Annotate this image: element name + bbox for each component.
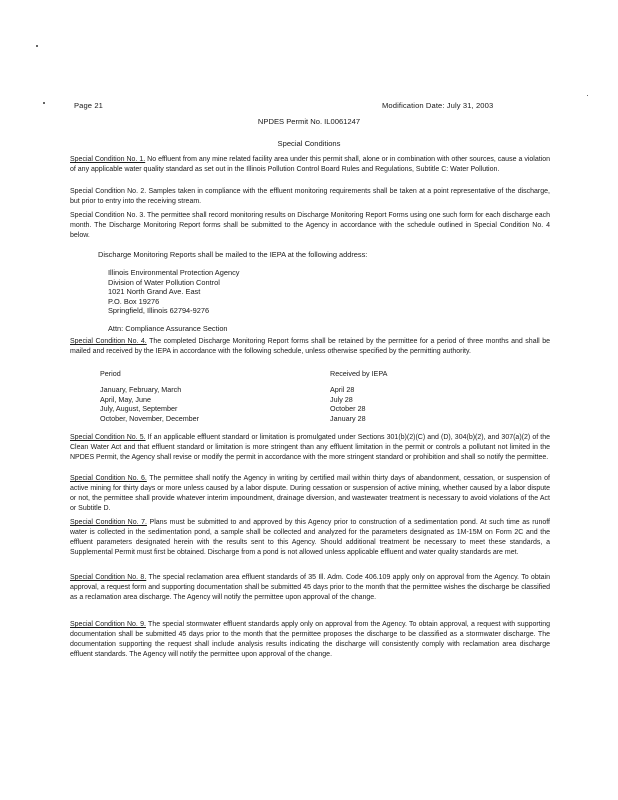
column-header-received: Received by IEPA [330,369,388,378]
period-cell: April, May, June [100,394,151,404]
special-condition-4 [70,337,550,357]
reporting-schedule-table [100,369,460,423]
condition-label: Special Condition No. 9. [70,621,146,628]
table-row [100,414,460,424]
condition-text: The permittee shall record monitoring results on Discharge Monitoring Report Forms using one such form for each discharge each month. The Discharge Monitoring Report forms shall be submitted to the Agency in accordance with the schedule outlined in Special Condition No. 4 below. [70,212,550,239]
period-cell: January, February, March [100,385,182,394]
page-number: Page 21 [74,101,103,110]
table-row [100,385,460,395]
condition-text: Samples taken in compliance with the effluent monitoring requirements shall be taken at a point representative of the discharge, but prior to entry into the receiving stream. [70,188,550,205]
special-condition-3 [70,211,550,241]
mailing-address [108,268,239,316]
condition-label: Special Condition No. 1. [70,156,146,163]
condition-label: Special Condition No. 7. [70,519,147,526]
special-condition-9 [70,620,550,660]
received-cell: April 28 [330,385,355,394]
condition-text: Plans must be submitted to and approved by this Agency prior to construction of a sedimentation pond. At such time as runoff water is collected in the sedimentation pond, a sample shall be collected and analyzed for the parameters designated as 1M-15M on Form 2C and the effluent parameters designated herein with the results sent to this Agency. Should additional treatment be necessary to meet these standards, a Supplemental Permit must first be obtained. Discharge from a pond is not allowed unless applicable effluent and water quality standards are met. [70,519,550,556]
scan-speck [43,102,45,104]
condition-label: Special Condition No. 4. [70,338,147,345]
modification-date: Modification Date: July 31, 2003 [382,101,494,110]
address-line: Division of Water Pollution Control [108,277,220,287]
condition-label: Special Condition No. 6. [70,475,147,482]
condition-text: If an applicable effluent standard or limitation is promulgated under Sections 301(b)(2)(C) and (D), 304(b)(2), and 307(a)(2) of the Clean Water Act and that effluent standard or limitation is more stringent than any effluent limitation in the permit or controls a pollutant not limited in the NPDES Permit, the Agency shall revise or modify the permit in accordance with the more stringent standard or prohibition and shall so notify the permittee. [70,434,550,461]
special-condition-7 [70,518,550,558]
period-cell: October, November, December [100,413,200,423]
condition-text: The completed Discharge Monitoring Report forms shall be retained by the permittee for a period of three months and shall be mailed and received by the IEPA in accordance with the following schedule, unless otherwise specified by the permitting authority. [70,338,550,355]
special-condition-6 [70,474,550,514]
permit-number: NPDES Permit No. IL0061247 [257,117,361,126]
attention-line: Attn: Compliance Assurance Section [108,324,228,333]
address-line: Springfield, Illinois 62794-9276 [108,306,210,316]
received-cell: October 28 [330,404,366,414]
table-row [100,404,460,414]
received-cell: July 28 [330,394,353,404]
special-condition-2 [70,187,550,207]
condition-text: The permittee shall notify the Agency in writing by certified mail within thirty days of abandonment, cessation, or suspension of active mining for thirty days or more unless caused by a labor dispute. During cessation or suspension of active mining, whether caused by a labor dispute or not, the permittee shall provide whatever interim impoundment, drainage diversion, and wastewater treatment is necessary to avoid violations of the Act or Subtitle D. [70,475,550,512]
address-line: 1021 North Grand Ave. East [108,287,201,297]
received-cell: January 28 [330,413,366,423]
address-line: P.O. Box 19276 [108,296,160,306]
special-condition-5 [70,433,550,463]
condition-label: Special Condition No. 5. [70,434,146,441]
table-header-row [100,369,460,385]
special-condition-1 [70,155,550,175]
address-line: Illinois Environmental Protection Agency [108,268,240,277]
condition-text: The special reclamation area effluent standards of 35 Ill. Adm. Code 406.109 apply only on approval from the Agency. To obtain approval, a request form and supporting documentation shall be submitted 45 days prior to the month that the permittee wishes the discharge be classified as a reclamation area discharge. The Agency will notify the permittee upon approval of the change. [70,574,550,601]
special-condition-8 [70,573,550,603]
condition-label: Special Condition No. 3. [70,212,146,219]
period-cell: July, August, September [100,404,178,414]
scan-speck [36,45,38,47]
condition-text: The special stormwater effluent standards apply only on approval from the Agency. To obtain approval, a request with supporting documentation shall be submitted 45 days prior to the month that the permittee proposes the discharge to be classified as a stormwater discharge. The documentation supporting the request shall include analysis results indicating the discharge will consistently comply with reclamation area discharge effluent standards. The Agency will notify the permittee upon approval of the change. [70,621,550,658]
column-header-period: Period [100,369,121,378]
scan-speck [587,95,588,96]
table-row [100,395,460,405]
condition-label: Special Condition No. 8. [70,574,147,581]
condition-text: No effluent from any mine related facility area under this permit shall, alone or in combination with other sources, cause a violation of any applicable water quality standard as set out in the Illinois Pollution Control Board Rules and Regulations, Subtitle C: Water Pollution. [70,156,550,173]
dmr-intro: Discharge Monitoring Reports shall be mailed to the IEPA at the following address: [98,250,368,259]
section-title: Special Conditions [277,139,341,148]
condition-label: Special Condition No. 2. [70,188,147,195]
